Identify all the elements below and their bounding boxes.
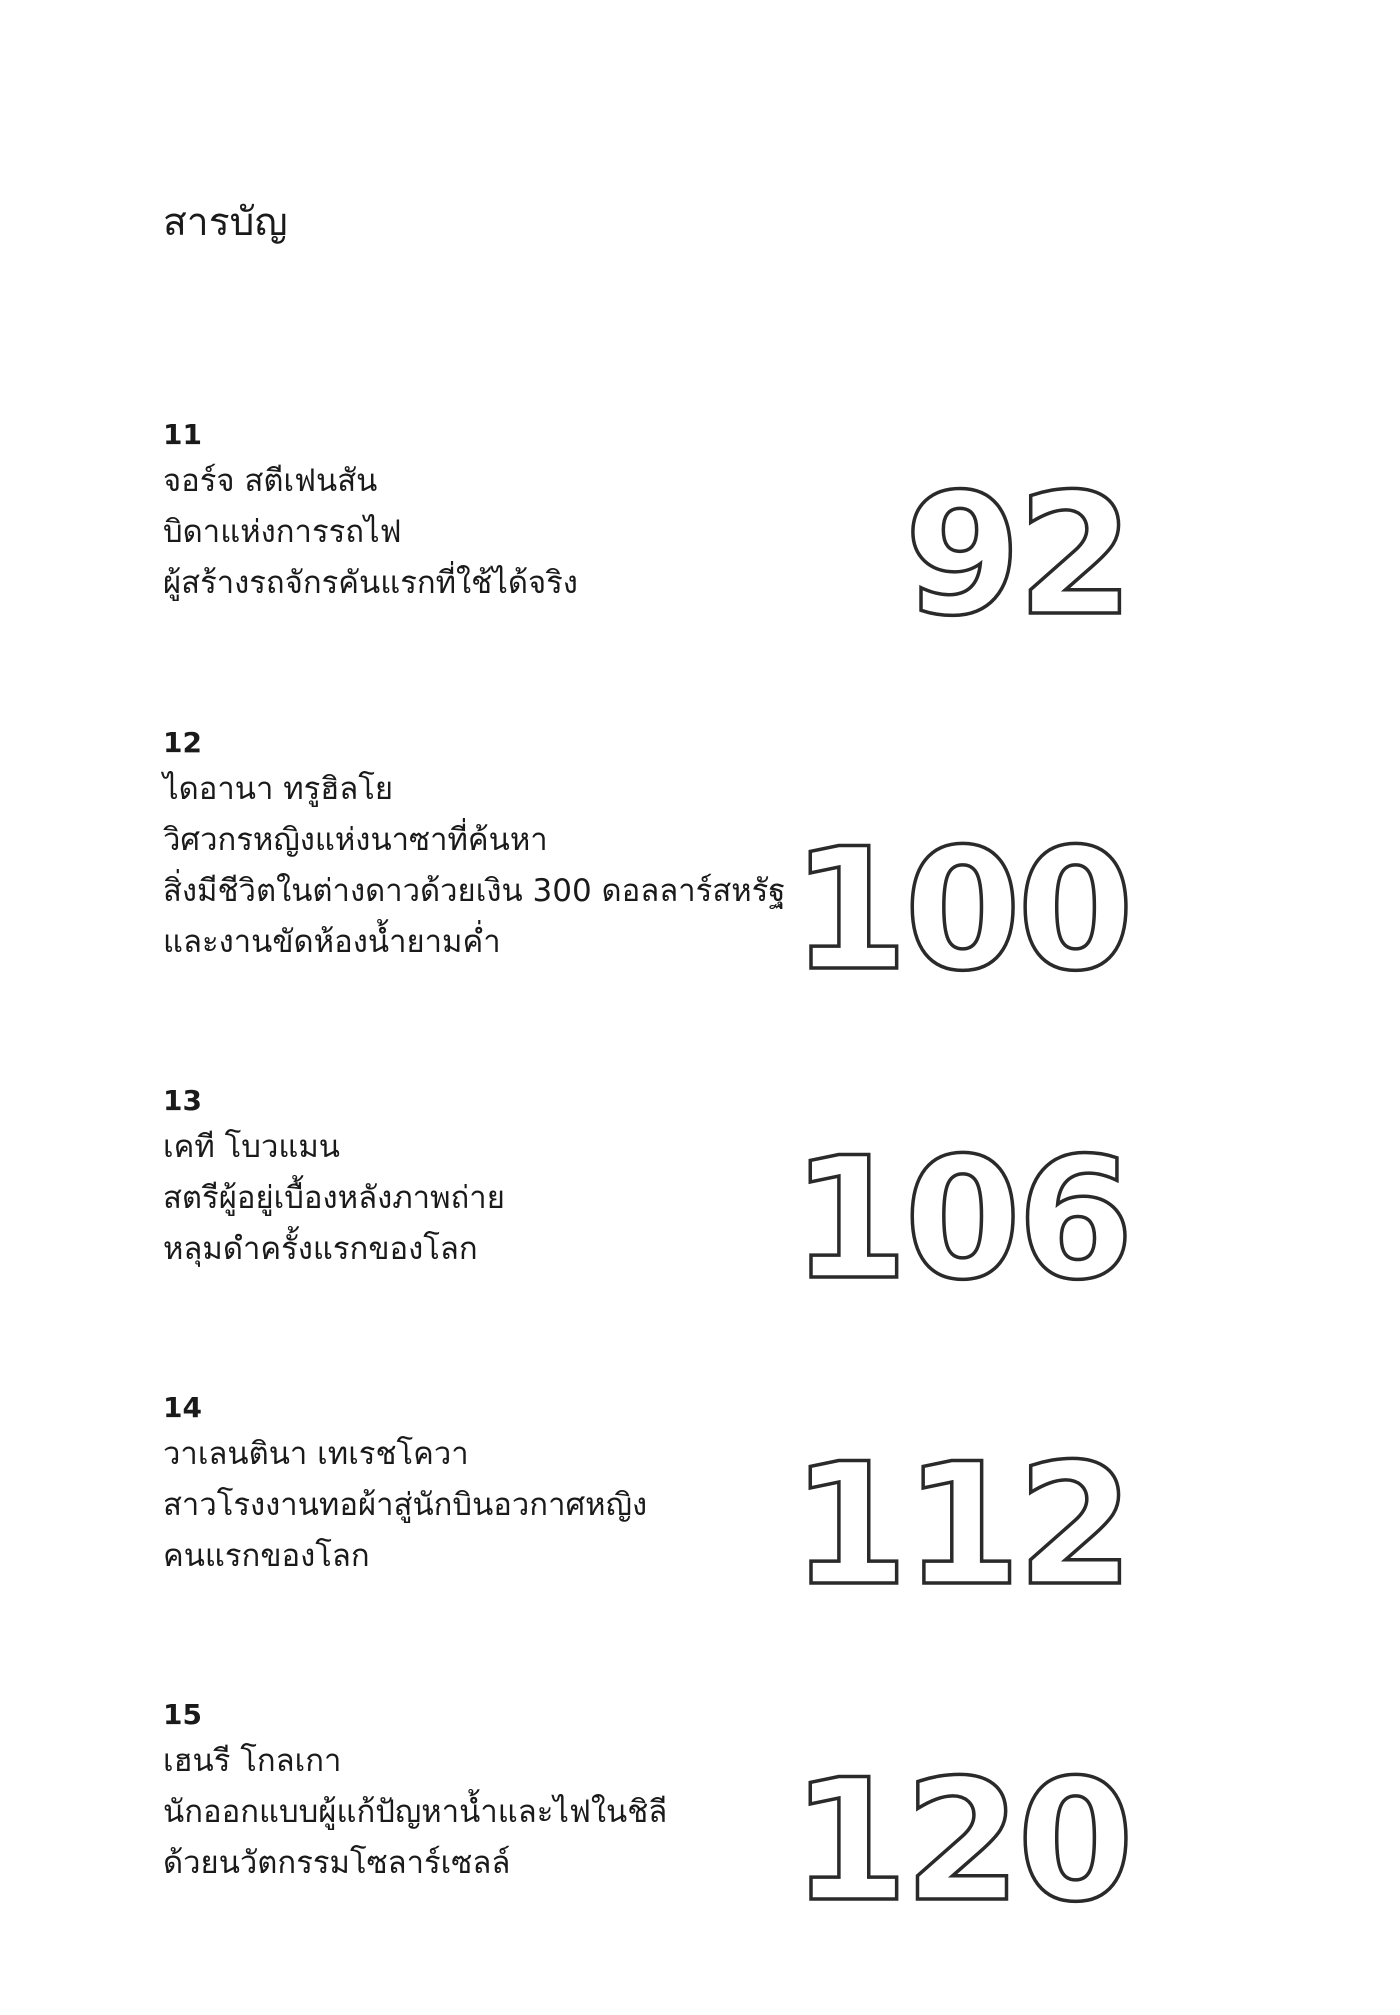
- page-title: สารบัญ: [163, 200, 288, 245]
- entry-description: คนแรกของโลก: [163, 1538, 370, 1574]
- page-number: 92: [904, 457, 1130, 653]
- entry-description: บิดาแห่งการรถไฟ: [163, 514, 402, 550]
- page-number: 112: [791, 1427, 1130, 1623]
- entry-description: วิศวกรหญิงแห่งนาซาที่ค้นหา: [163, 822, 548, 858]
- entry-name: เฮนรี โกลเกา: [163, 1743, 342, 1779]
- entry-name: วาเลนตินา เทเรชโควา: [163, 1436, 469, 1472]
- entry-description: นักออกแบบผู้แก้ปัญหาน้ำและไฟในชิลี: [163, 1794, 668, 1830]
- page-number: 106: [791, 1121, 1130, 1317]
- chapter-number: 14: [163, 1391, 202, 1424]
- chapter-number: 13: [163, 1084, 202, 1117]
- entry-description: หลุมดำครั้งแรกของโลก: [163, 1231, 478, 1267]
- page-number: 100: [791, 812, 1130, 1008]
- entry-name: ไดอานา ทรูฮิลโย: [163, 771, 394, 807]
- entry-name: จอร์จ สตีเฟนสัน: [163, 463, 378, 499]
- chapter-number: 15: [163, 1698, 202, 1731]
- entry-name: เคที โบวแมน: [163, 1129, 340, 1165]
- page-number: 120: [791, 1743, 1130, 1939]
- chapter-number: 11: [163, 418, 202, 451]
- entry-description: และงานขัดห้องน้ำยามค่ำ: [163, 924, 501, 960]
- entry-description: สาวโรงงานทอผ้าสู่นักบินอวกาศหญิง: [163, 1487, 648, 1523]
- entry-description: สิ่งมีชีวิตในต่างดาวด้วยเงิน 300 ดอลลาร์สหรัฐ: [163, 873, 786, 909]
- entry-description: สตรีผู้อยู่เบื้องหลังภาพถ่าย: [163, 1180, 505, 1216]
- chapter-number: 12: [163, 726, 202, 759]
- entry-description: ด้วยนวัตกรรมโซลาร์เซลล์: [163, 1845, 511, 1881]
- entry-description: ผู้สร้างรถจักรคันแรกที่ใช้ได้จริง: [163, 565, 578, 601]
